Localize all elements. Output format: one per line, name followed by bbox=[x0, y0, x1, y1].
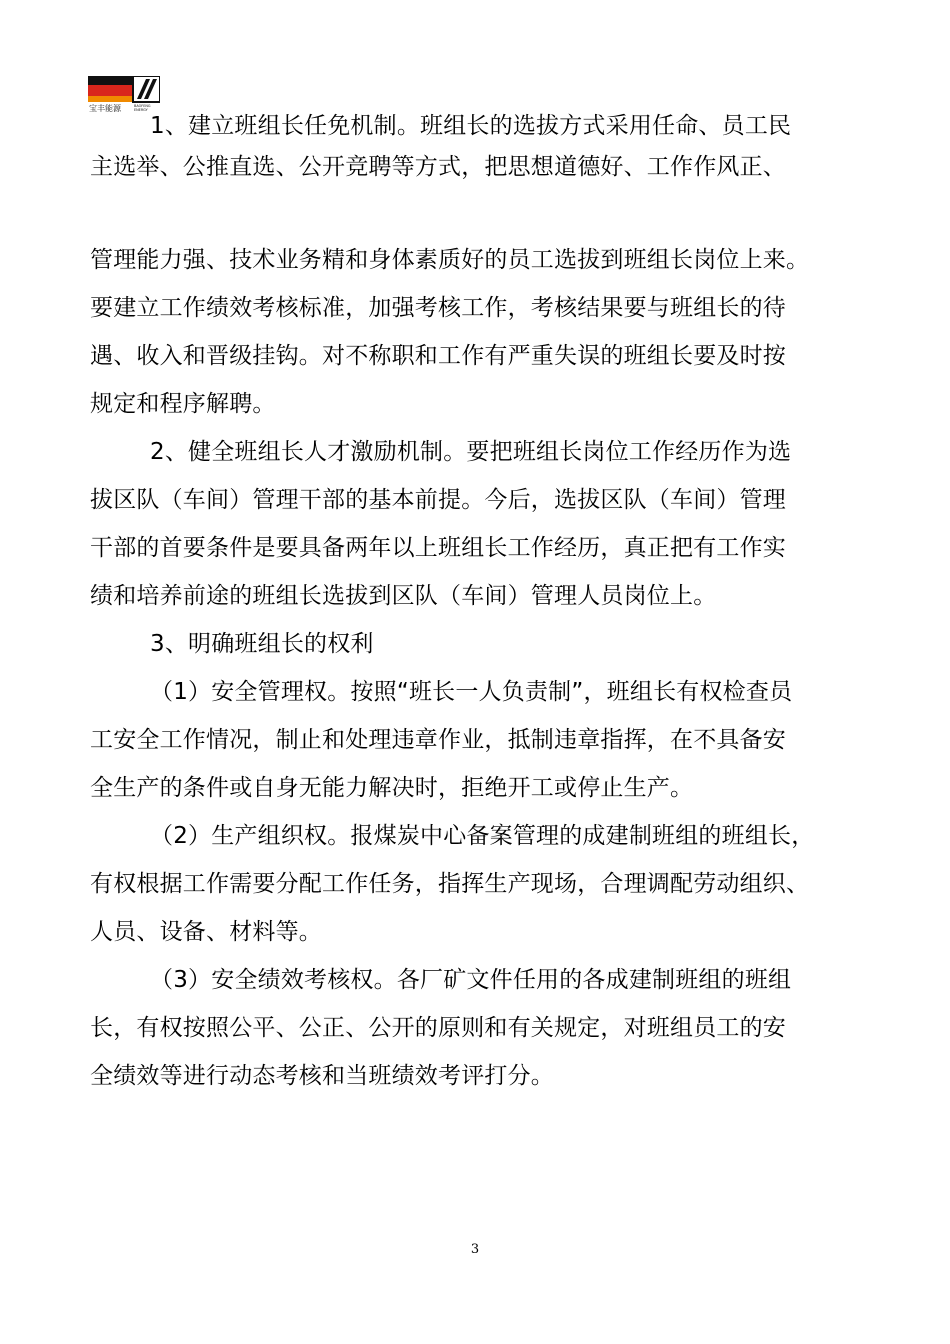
paragraph-2-line-1: 2、健全班组长人才激励机制。要把班组长岗位工作经历作为选 bbox=[150, 439, 792, 465]
paragraph-2-line-4: 绩和培养前途的班组长选拔到区队（车间）管理人员岗位上。 bbox=[90, 583, 717, 609]
paragraph-1-line-4: 要建立工作绩效考核标准，加强考核工作，考核结果要与班组长的待 bbox=[90, 295, 786, 321]
right-2-line-2: 有权根据工作需要分配工作任务，指挥生产现场，合理调配劳动组织、 bbox=[90, 871, 810, 897]
section-3-heading: 3、明确班组长的权利 bbox=[150, 631, 374, 657]
paragraph-1-line-6: 规定和程序解聘。 bbox=[90, 391, 276, 417]
paragraph-1-line-3: 管理能力强、技术业务精和身体素质好的员工选拔到班组长岗位上来。 bbox=[90, 247, 810, 273]
right-3-line-2: 长，有权按照公平、公正、公开的原则和有关规定，对班组员工的安 bbox=[90, 1015, 786, 1041]
right-1-line-2: 工安全工作情况，制止和处理违章作业，抵制违章指挥，在不具备安 bbox=[90, 727, 786, 753]
right-3-line-3: 全绩效等进行动态考核和当班绩效考评打分。 bbox=[90, 1063, 554, 1089]
svg-text:宝丰能源: 宝丰能源 bbox=[89, 104, 121, 112]
company-logo bbox=[88, 76, 160, 112]
paragraph-2-line-2: 拔区队（车间）管理干部的基本前提。今后，选拔区队（车间）管理 bbox=[90, 487, 786, 513]
paragraph-1-line-5: 遇、收入和晋级挂钩。对不称职和工作有严重失误的班组长要及时按 bbox=[90, 343, 786, 369]
page-number: 3 bbox=[470, 1242, 480, 1257]
paragraph-2-line-3: 干部的首要条件是要具备两年以上班组长工作经历，真正把有工作实 bbox=[90, 535, 786, 561]
paragraph-1-line-2: 主选举、公推直选、公开竞聘等方式，把思想道德好、工作作风正、 bbox=[90, 154, 786, 180]
paragraph-1-line-1: 1、建立班组长任免机制。班组长的选拔方式采用任命、员工民 bbox=[150, 113, 792, 139]
svg-text:ENERGY: ENERGY bbox=[134, 108, 148, 112]
right-3-line-1: （3）安全绩效考核权。各厂矿文件任用的各成建制班组的班组 bbox=[150, 967, 792, 993]
right-2-line-1: （2）生产组织权。报煤炭中心备案管理的成建制班组的班组长， bbox=[150, 823, 815, 849]
right-1-line-1: （1）安全管理权。按照“班长一人负责制”，班组长有权检查员 bbox=[150, 679, 793, 705]
right-1-line-3: 全生产的条件或自身无能力解决时，拒绝开工或停止生产。 bbox=[90, 775, 694, 801]
right-2-line-3: 人员、设备、材料等。 bbox=[90, 919, 322, 945]
svg-text:BAOFENG: BAOFENG bbox=[134, 104, 151, 108]
